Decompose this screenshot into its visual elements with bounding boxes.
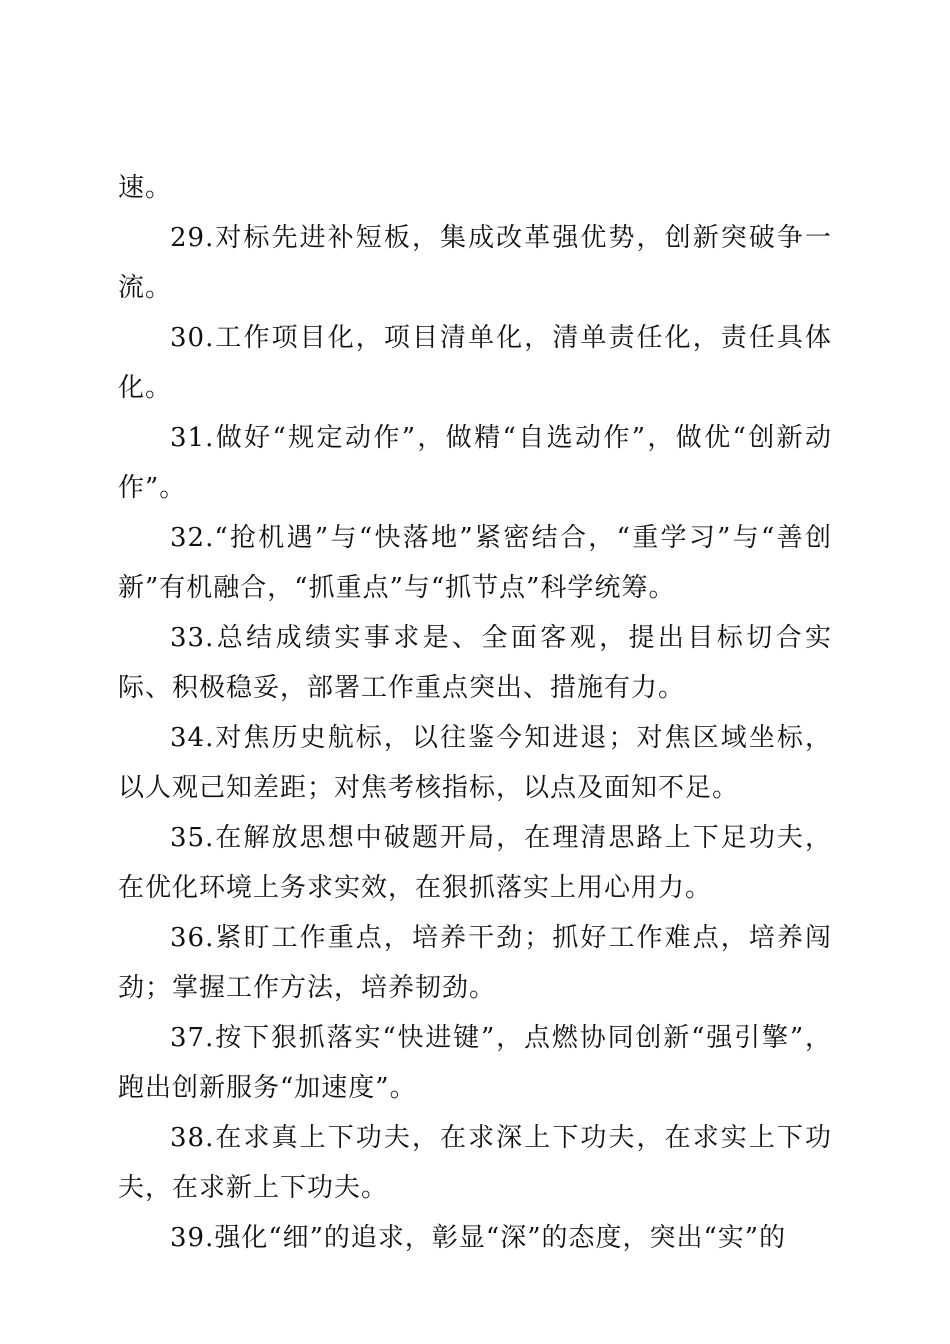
- paragraph-item-32: 32.“抢机遇”与“快落地”紧密结合，“重学习”与“善创新”有机融合，“抓重点”与“抓节点”科学统筹。: [118, 523, 832, 603]
- paragraph-item-36: 36.紧盯工作重点，培养干劲；抓好工作难点，培养闯劲；掌握工作方法，培养韧劲。: [118, 923, 832, 1003]
- paragraph-item-37: 37.按下狠抓落实“快进键”，点燃协同创新“强引擎”，跑出创新服务“加速度”。: [118, 1023, 832, 1103]
- paragraph-item-34: 34.对焦历史航标，以往鉴今知进退；对焦区域坐标，以人观己知差距；对焦考核指标，以点及面知不足。: [118, 723, 832, 803]
- paragraph-item-30: 30.工作项目化，项目清单化，清单责任化，责任具体化。: [118, 323, 832, 403]
- paragraph-item-39: 39.强化“细”的追求，彰显“深”的态度，突出“实”的: [170, 1223, 787, 1253]
- paragraph-item-35: 35.在解放思想中破题开局，在理清思路上下足功夫，在优化环境上务求实效，在狠抓落实上用心用力。: [118, 823, 832, 903]
- paragraph-item-31: 31.做好“规定动作”，做精“自选动作”，做优“创新动作”。: [118, 423, 832, 503]
- document-body: [118, 163, 832, 1263]
- paragraph-continuation: 速。: [118, 173, 173, 203]
- paragraph-item-33: 33.总结成绩实事求是、全面客观，提出目标切合实际、积极稳妥，部署工作重点突出、措施有力。: [118, 623, 832, 703]
- paragraph-item-38: 38.在求真上下功夫，在求深上下功夫，在求实上下功夫，在求新上下功夫。: [118, 1123, 832, 1203]
- paragraph-item-29: 29.对标先进补短板，集成改革强优势，创新突破争一流。: [118, 223, 832, 303]
